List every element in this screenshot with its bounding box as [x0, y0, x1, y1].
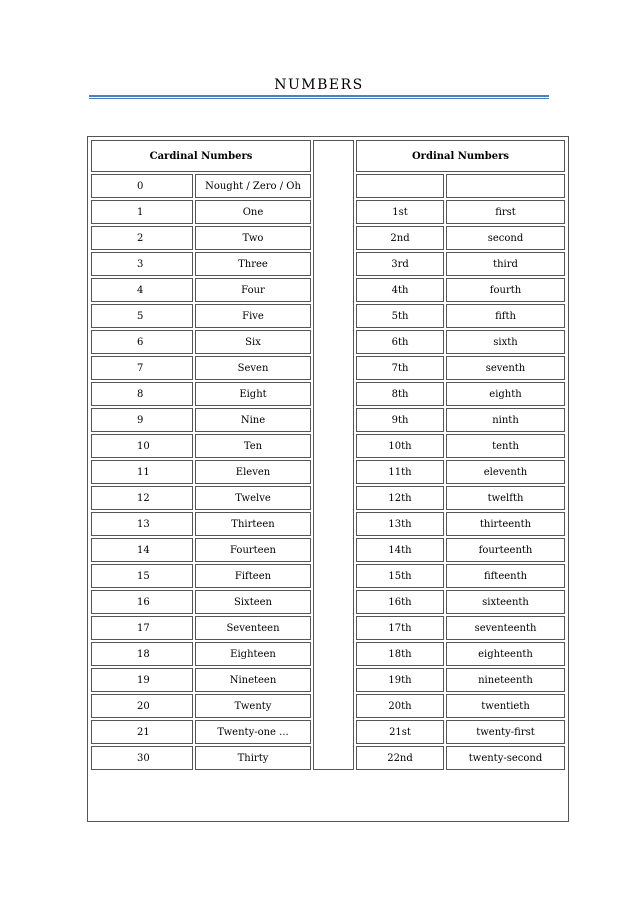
cardinal-number-cell: 9 [91, 408, 193, 432]
cardinal-number-cell: 12 [91, 486, 193, 510]
ordinal-word-cell: fifth [446, 304, 565, 328]
ordinal-number-cell: 7th [356, 356, 444, 380]
cardinal-word-cell: Five [195, 304, 311, 328]
cardinal-number-cell: 16 [91, 590, 193, 614]
ordinal-number-cell: 3rd [356, 252, 444, 276]
ordinal-word-cell: first [446, 200, 565, 224]
cardinal-word-cell: Eleven [195, 460, 311, 484]
cardinal-number-cell: 17 [91, 616, 193, 640]
cardinal-number-cell: 11 [91, 460, 193, 484]
ordinal-word-cell: sixth [446, 330, 565, 354]
cardinal-word-cell: Thirteen [195, 512, 311, 536]
cardinal-word-cell: Seventeen [195, 616, 311, 640]
ordinal-number-cell: 21st [356, 720, 444, 744]
ordinal-word-cell: fifteenth [446, 564, 565, 588]
cardinal-word-cell: Three [195, 252, 311, 276]
cardinal-number-cell: 13 [91, 512, 193, 536]
ordinal-word-cell: ninth [446, 408, 565, 432]
page-title: NUMBERS [274, 77, 364, 93]
ordinal-number-cell: 12th [356, 486, 444, 510]
cardinal-number-cell: 5 [91, 304, 193, 328]
ordinal-number-cell [356, 174, 444, 198]
ordinal-number-cell: 10th [356, 434, 444, 458]
ordinal-number-cell: 4th [356, 278, 444, 302]
ordinal-word-cell: seventh [446, 356, 565, 380]
ordinal-word-cell: sixteenth [446, 590, 565, 614]
ordinal-number-cell: 16th [356, 590, 444, 614]
cardinal-number-cell: 30 [91, 746, 193, 770]
cardinal-number-cell: 4 [91, 278, 193, 302]
ordinal-number-cell: 1st [356, 200, 444, 224]
ordinal-number-cell: 17th [356, 616, 444, 640]
cardinal-numbers-header: Cardinal Numbers [91, 140, 311, 172]
ordinal-word-cell: twelfth [446, 486, 565, 510]
cardinal-number-cell: 3 [91, 252, 193, 276]
cardinal-word-cell: Nineteen [195, 668, 311, 692]
ordinal-number-cell: 22nd [356, 746, 444, 770]
cardinal-number-cell: 8 [91, 382, 193, 406]
cardinal-number-cell: 19 [91, 668, 193, 692]
cardinal-word-cell: Fifteen [195, 564, 311, 588]
cardinal-number-cell: 10 [91, 434, 193, 458]
ordinal-number-cell: 9th [356, 408, 444, 432]
cardinal-number-cell: 14 [91, 538, 193, 562]
numbers-table-body [91, 140, 565, 770]
ordinal-word-cell [446, 174, 565, 198]
cardinal-number-cell: 21 [91, 720, 193, 744]
column-gap-cell [313, 140, 354, 770]
cardinal-word-cell: Seven [195, 356, 311, 380]
ordinal-number-cell: 11th [356, 460, 444, 484]
ordinal-number-cell: 20th [356, 694, 444, 718]
title-underline [89, 95, 549, 99]
cardinal-word-cell: One [195, 200, 311, 224]
cardinal-number-cell: 20 [91, 694, 193, 718]
ordinal-number-cell: 8th [356, 382, 444, 406]
ordinal-word-cell: twentieth [446, 694, 565, 718]
cardinal-number-cell: 6 [91, 330, 193, 354]
ordinal-word-cell: nineteenth [446, 668, 565, 692]
cardinal-word-cell: Two [195, 226, 311, 250]
cardinal-word-cell: Eight [195, 382, 311, 406]
ordinal-number-cell: 5th [356, 304, 444, 328]
ordinal-number-cell: 13th [356, 512, 444, 536]
cardinal-word-cell: Twelve [195, 486, 311, 510]
ordinal-word-cell: twenty-first [446, 720, 565, 744]
cardinal-word-cell: Twenty-one ... [195, 720, 311, 744]
ordinal-word-cell: eighth [446, 382, 565, 406]
ordinal-word-cell: fourth [446, 278, 565, 302]
ordinal-numbers-header: Ordinal Numbers [356, 140, 565, 172]
ordinal-word-cell: tenth [446, 434, 565, 458]
cardinal-word-cell: Four [195, 278, 311, 302]
ordinal-number-cell: 19th [356, 668, 444, 692]
ordinal-word-cell: seventeenth [446, 616, 565, 640]
cardinal-word-cell: Twenty [195, 694, 311, 718]
cardinal-word-cell: Nine [195, 408, 311, 432]
ordinal-number-cell: 15th [356, 564, 444, 588]
ordinal-word-cell: second [446, 226, 565, 250]
ordinal-word-cell: thirteenth [446, 512, 565, 536]
ordinal-word-cell: third [446, 252, 565, 276]
ordinal-number-cell: 14th [356, 538, 444, 562]
ordinal-word-cell: fourteenth [446, 538, 565, 562]
cardinal-word-cell: Eighteen [195, 642, 311, 666]
cardinal-word-cell: Six [195, 330, 311, 354]
numbers-table [89, 138, 567, 772]
cardinal-word-cell: Ten [195, 434, 311, 458]
cardinal-word-cell: Nought / Zero / Oh [195, 174, 311, 198]
cardinal-number-cell: 15 [91, 564, 193, 588]
cardinal-word-cell: Sixteen [195, 590, 311, 614]
ordinal-word-cell: eleventh [446, 460, 565, 484]
cardinal-word-cell: Thirty [195, 746, 311, 770]
table-header-row [91, 140, 565, 172]
cardinal-number-cell: 1 [91, 200, 193, 224]
ordinal-word-cell: eighteenth [446, 642, 565, 666]
ordinal-word-cell: twenty-second [446, 746, 565, 770]
ordinal-number-cell: 2nd [356, 226, 444, 250]
ordinal-number-cell: 6th [356, 330, 444, 354]
cardinal-number-cell: 2 [91, 226, 193, 250]
cardinal-number-cell: 18 [91, 642, 193, 666]
cardinal-number-cell: 0 [91, 174, 193, 198]
cardinal-number-cell: 7 [91, 356, 193, 380]
cardinal-word-cell: Fourteen [195, 538, 311, 562]
ordinal-number-cell: 18th [356, 642, 444, 666]
